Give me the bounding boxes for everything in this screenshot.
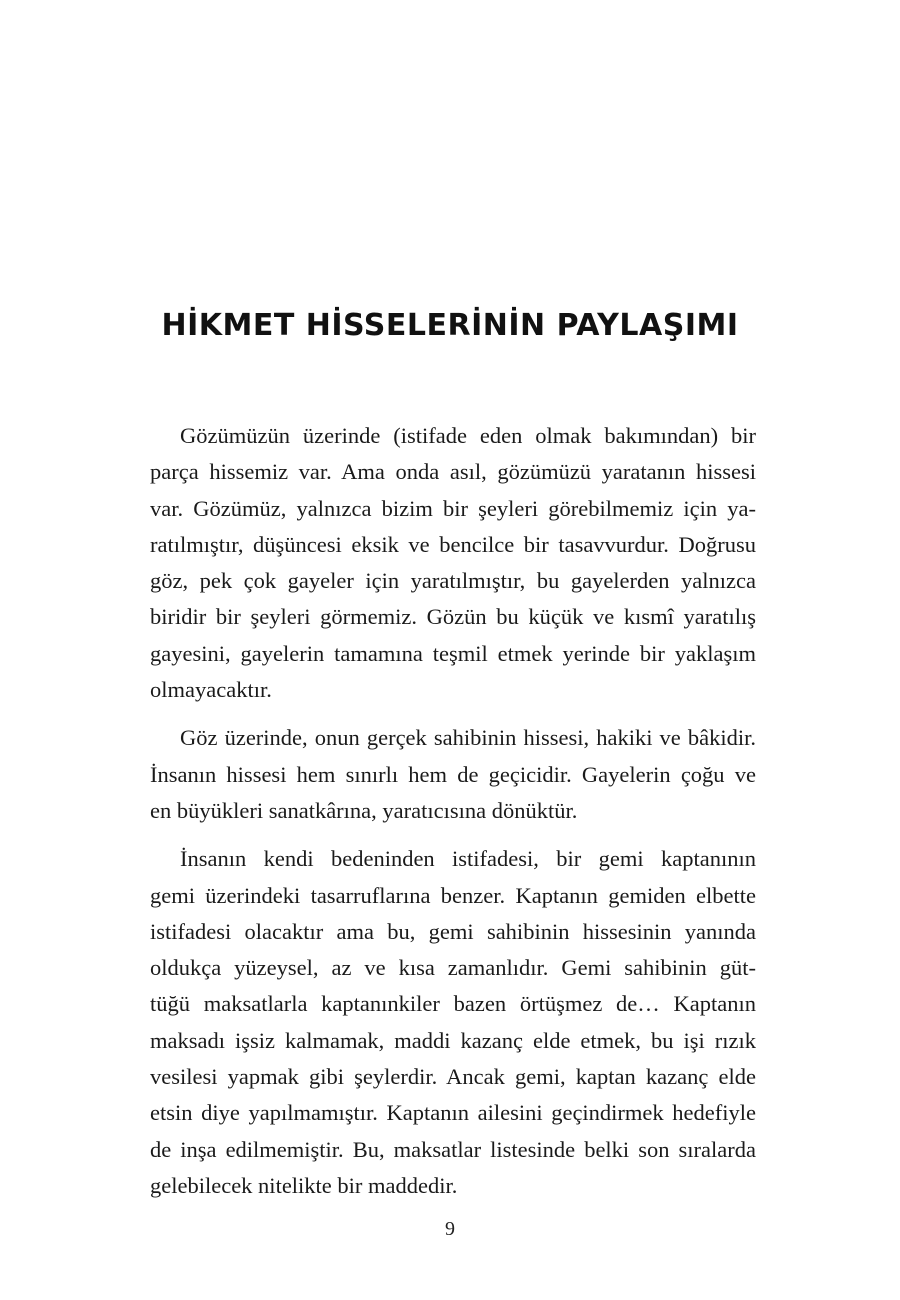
text-line: istifadesi olacaktır ama bu, gemi sahibinin hissesinin yanında xyxy=(150,918,756,944)
text-line: etsin diye yapılmamıştır. Kaptanın ailesini geçindirmek hedefiyle xyxy=(150,1100,756,1126)
text-line: maksadı işsiz kalmamak, maddi kazanç elde etmek, bu işi rızık xyxy=(150,1027,756,1053)
page-number: 9 xyxy=(445,1218,455,1240)
text-line: parça hissemiz var. Ama onda asıl, gözümüzü yaratanın hissesi xyxy=(150,459,756,485)
text-line: Gözümüzün üzerinde (istifade eden olmak bakımından) bir xyxy=(180,423,756,448)
text-line: var. Gözümüz, yalnızca bizim bir şeyleri görebilmemiz için ya- xyxy=(150,495,756,521)
text-line: göz, pek çok gayeler için yaratılmıştır, bu gayelerden yalnızca xyxy=(150,568,756,594)
text-line: gayesini, gayelerin tamamına teşmil etmek yerinde bir yaklaşım xyxy=(150,640,756,666)
text-line: tüğü maksatlarla kaptanınkiler bazen örtüşmez de… Kaptanın xyxy=(150,991,756,1017)
chapter-title: HİKMET HİSSELERİNİN PAYLAŞIMI xyxy=(161,308,739,343)
text-line: gelebilecek nitelikte bir maddedir. xyxy=(150,1172,458,1198)
text-line: İnsanın kendi bedeninden istifadesi, bir gemi kaptanının xyxy=(180,846,756,872)
text-line: gemi üzerindeki tasarruflarına benzer. Kaptanın gemiden elbette xyxy=(150,882,756,908)
text-line: en büyükleri sanatkârına, yaratıcısına dönüktür. xyxy=(150,797,578,823)
paragraph xyxy=(150,418,756,708)
text-line: İnsanın hissesi hem sınırlı hem de geçicidir. Gayelerin çoğu ve xyxy=(150,761,756,787)
text-line: ratılmıştır, düşüncesi eksik ve bencilce bir tasavvurdur. Doğrusu xyxy=(150,531,756,557)
paragraph xyxy=(150,720,756,829)
text-line: vesilesi yapmak gibi şeylerdir. Ancak gemi, kaptan kazanç elde xyxy=(150,1064,756,1090)
text-line: olmayacaktır. xyxy=(150,677,272,703)
text-line: oldukça yüzeysel, az ve kısa zamanlıdır. Gemi sahibinin güt- xyxy=(150,955,756,981)
text-line: de inşa edilmemiştir. Bu, maksatlar listesinde belki son sıralarda xyxy=(150,1136,756,1162)
text-line: Göz üzerinde, onun gerçek sahibinin hissesi, hakiki ve bâkidir. xyxy=(180,725,756,751)
text-line: biridir bir şeyleri görmemiz. Gözün bu küçük ve kısmî yaratılış xyxy=(150,604,756,630)
body-text xyxy=(150,418,756,1216)
paragraph xyxy=(150,841,756,1204)
